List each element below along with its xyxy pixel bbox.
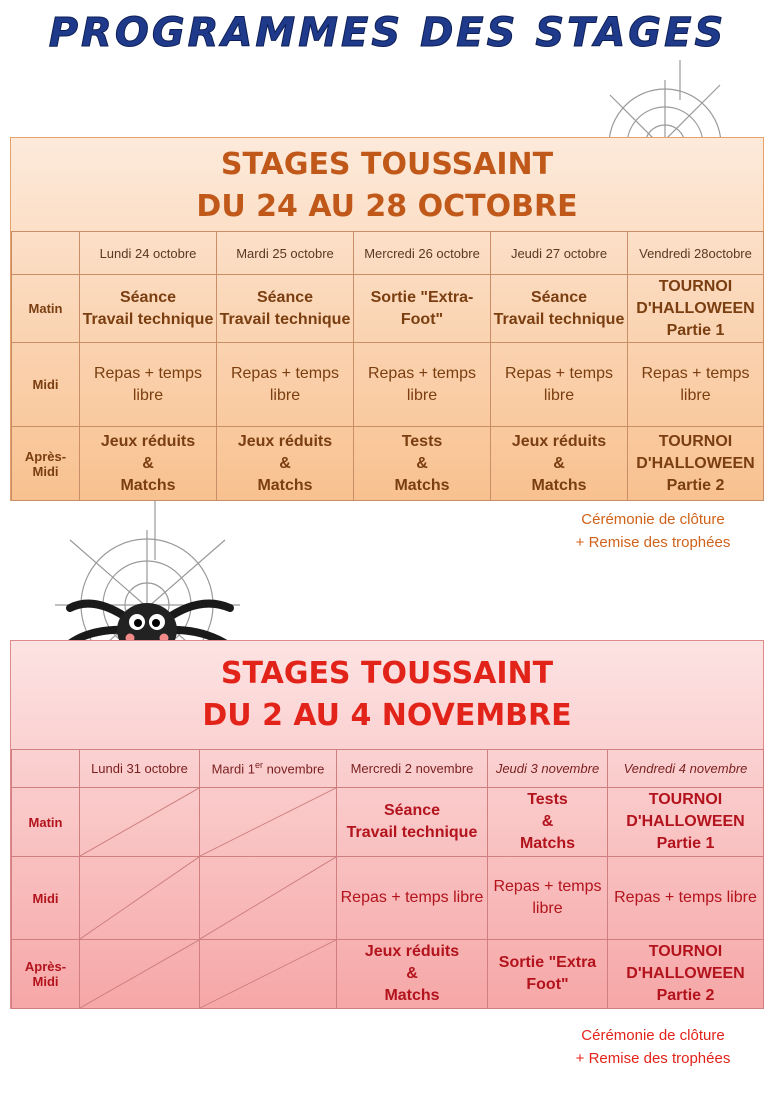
schedule-cell: Tests & Matchs — [354, 427, 491, 501]
schedule-cell: Séance Travail technique — [217, 275, 354, 343]
schedule-cell: TOURNOI D'HALLOWEEN Partie 2 — [608, 940, 764, 1009]
program-block-november — [10, 640, 764, 1009]
schedule-cell: Sortie "Extra- Foot" — [354, 275, 491, 343]
block-title: STAGES TOUSSAINT DU 2 AU 4 NOVEMBRE — [202, 656, 572, 733]
day-header: Mardi 25 octobre — [217, 232, 354, 275]
schedule-cell: Tests & Matchs — [488, 788, 608, 857]
schedule-cell: Jeux réduits & Matchs — [491, 427, 628, 501]
day-header: Vendredi 4 novembre — [608, 750, 764, 788]
empty-slashed-cell — [80, 857, 200, 940]
row-label-apres-midi: Après- Midi — [12, 427, 80, 501]
schedule-cell: Repas + temps libre — [337, 857, 488, 940]
schedule-cell: Repas + temps libre — [217, 343, 354, 427]
empty-slashed-cell — [200, 857, 337, 940]
empty-slashed-cell — [200, 940, 337, 1009]
corner-cell — [12, 750, 80, 788]
schedule-cell: Séance Travail technique — [80, 275, 217, 343]
day-header: Vendredi 28octobre — [628, 232, 764, 275]
schedule-cell: Jeux réduits & Matchs — [80, 427, 217, 501]
page-title: PROGRAMMES DES STAGES — [48, 10, 727, 56]
corner-cell — [12, 232, 80, 275]
empty-slashed-cell — [80, 940, 200, 1009]
row-label-matin: Matin — [12, 275, 80, 343]
schedule-cell: Jeux réduits & Matchs — [337, 940, 488, 1009]
ceremony-note: Cérémonie de clôture + Remise des trophées — [575, 1027, 731, 1067]
day-header: Mercredi 2 novembre — [337, 750, 488, 788]
row-label-apres-midi: Après- Midi — [12, 940, 80, 1009]
schedule-cell: Repas + temps libre — [491, 343, 628, 427]
schedule-cell: Repas + temps libre — [354, 343, 491, 427]
schedule-table — [11, 749, 764, 1009]
schedule-cell: TOURNOI D'HALLOWEEN Partie 1 — [628, 275, 764, 343]
block-title: STAGES TOUSSAINT DU 24 AU 28 OCTOBRE — [196, 147, 578, 224]
schedule-table — [11, 231, 764, 501]
schedule-cell: Jeux réduits & Matchs — [217, 427, 354, 501]
schedule-cell: Séance Travail technique — [491, 275, 628, 343]
schedule-cell: Repas + temps libre — [488, 857, 608, 940]
schedule-cell: Sortie "Extra Foot" — [488, 940, 608, 1009]
schedule-cell: TOURNOI D'HALLOWEEN Partie 1 — [608, 788, 764, 857]
row-label-midi: Midi — [12, 343, 80, 427]
row-label-midi: Midi — [12, 857, 80, 940]
day-header: Lundi 31 octobre — [80, 750, 200, 788]
row-label-matin: Matin — [12, 788, 80, 857]
day-header: Jeudi 27 octobre — [491, 232, 628, 275]
ceremony-note: Cérémonie de clôture + Remise des trophées — [575, 511, 731, 551]
schedule-cell: Repas + temps libre — [628, 343, 764, 427]
schedule-cell: Repas + temps libre — [608, 857, 764, 940]
empty-slashed-cell — [200, 788, 337, 857]
schedule-cell: Séance Travail technique — [337, 788, 488, 857]
day-header: Jeudi 3 novembre — [488, 750, 608, 788]
day-header: Mercredi 26 octobre — [354, 232, 491, 275]
schedule-cell: TOURNOI D'HALLOWEEN Partie 2 — [628, 427, 764, 501]
day-header: Lundi 24 octobre — [80, 232, 217, 275]
program-block-october — [10, 137, 764, 501]
day-header: Mardi 1er novembre — [200, 750, 337, 788]
schedule-cell: Repas + temps libre — [80, 343, 217, 427]
empty-slashed-cell — [80, 788, 200, 857]
